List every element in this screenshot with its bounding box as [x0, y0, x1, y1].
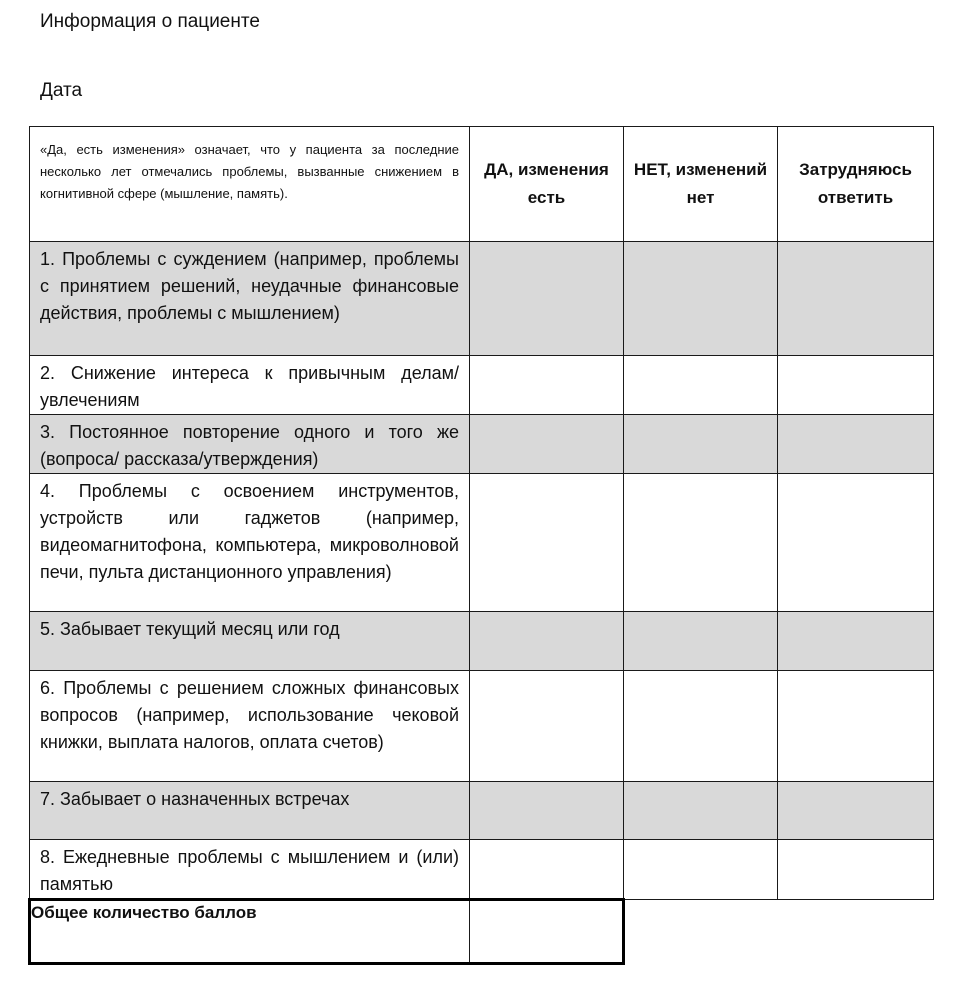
patient-info-heading: Информация о пациенте	[40, 11, 260, 32]
answer-no-cell[interactable]	[624, 356, 778, 415]
answer-unsure-cell[interactable]	[778, 671, 934, 782]
answer-yes-cell[interactable]	[470, 415, 624, 474]
table-row	[30, 356, 934, 415]
total-row	[30, 900, 934, 964]
empty-cell	[624, 900, 778, 964]
answer-yes-cell[interactable]	[470, 840, 624, 900]
question-text: 4. Проблемы с освоением инструментов, устройств или гаджетов (например, видеомагнитофона, компьютера, микроволновой печи, пульта дистанционного управления)	[40, 481, 459, 582]
empty-cell	[778, 900, 934, 964]
answer-yes-cell[interactable]	[470, 671, 624, 782]
header-unsure: Затрудняюсь ответить	[778, 127, 934, 242]
header-no: НЕТ, изменений нет	[624, 127, 778, 242]
table-header-row	[30, 127, 934, 242]
question-text: 2. Снижение интереса к привычным делам/увлечениям	[40, 363, 459, 410]
question-cell	[30, 671, 470, 782]
answer-no-cell[interactable]	[624, 671, 778, 782]
table-row	[30, 840, 934, 900]
answer-unsure-cell[interactable]	[778, 242, 934, 356]
cognitive-questionnaire-table	[28, 126, 934, 965]
question-text: 6. Проблемы с решением сложных финансовых вопросов (например, использование чековой книжки, выплата налогов, оплата счетов)	[40, 678, 459, 752]
answer-no-cell[interactable]	[624, 840, 778, 900]
table-row	[30, 242, 934, 356]
answer-unsure-cell[interactable]	[778, 356, 934, 415]
question-text: 7. Забывает о назначенных встречах	[40, 789, 350, 809]
answer-no-cell[interactable]	[624, 415, 778, 474]
answer-no-cell[interactable]	[624, 782, 778, 840]
table-row	[30, 612, 934, 671]
table-row	[30, 782, 934, 840]
answer-no-cell[interactable]	[624, 474, 778, 612]
answer-unsure-cell[interactable]	[778, 474, 934, 612]
question-text: 5. Забывает текущий месяц или год	[40, 619, 340, 639]
question-cell	[30, 612, 470, 671]
answer-yes-cell[interactable]	[470, 782, 624, 840]
header-note-cell	[30, 127, 470, 242]
question-cell	[30, 474, 470, 612]
answer-yes-cell[interactable]	[470, 474, 624, 612]
answer-unsure-cell[interactable]	[778, 612, 934, 671]
question-cell	[30, 356, 470, 415]
answer-yes-cell[interactable]	[470, 242, 624, 356]
table-row	[30, 671, 934, 782]
total-score-label: Общее количество баллов	[30, 900, 470, 964]
answer-no-cell[interactable]	[624, 612, 778, 671]
question-cell	[30, 415, 470, 474]
date-label: Дата	[40, 80, 83, 101]
header-yes: ДА, изменения есть	[470, 127, 624, 242]
answer-unsure-cell[interactable]	[778, 782, 934, 840]
question-cell	[30, 782, 470, 840]
table-row	[30, 415, 934, 474]
answer-yes-cell[interactable]	[470, 612, 624, 671]
answer-yes-cell[interactable]	[470, 356, 624, 415]
header-note-text: «Да, есть изменения» означает, что у пациента за последние несколько лет отмечались проблемы, вызванные снижением в когнитивной сфере (мышление, память).	[40, 142, 459, 201]
total-score-cell[interactable]	[470, 900, 624, 964]
question-text: 8. Ежедневные проблемы с мышлением и (или) памятью	[40, 847, 459, 894]
question-text: 1. Проблемы с суждением (например, проблемы с принятием решений, неудачные финансовые действия, проблемы с мышлением)	[40, 249, 459, 323]
question-cell	[30, 242, 470, 356]
question-cell	[30, 840, 470, 900]
question-text: 3. Постоянное повторение одного и того же (вопроса/ рассказа/утверждения)	[40, 422, 459, 469]
answer-no-cell[interactable]	[624, 242, 778, 356]
answer-unsure-cell[interactable]	[778, 415, 934, 474]
answer-unsure-cell[interactable]	[778, 840, 934, 900]
table-row	[30, 474, 934, 612]
